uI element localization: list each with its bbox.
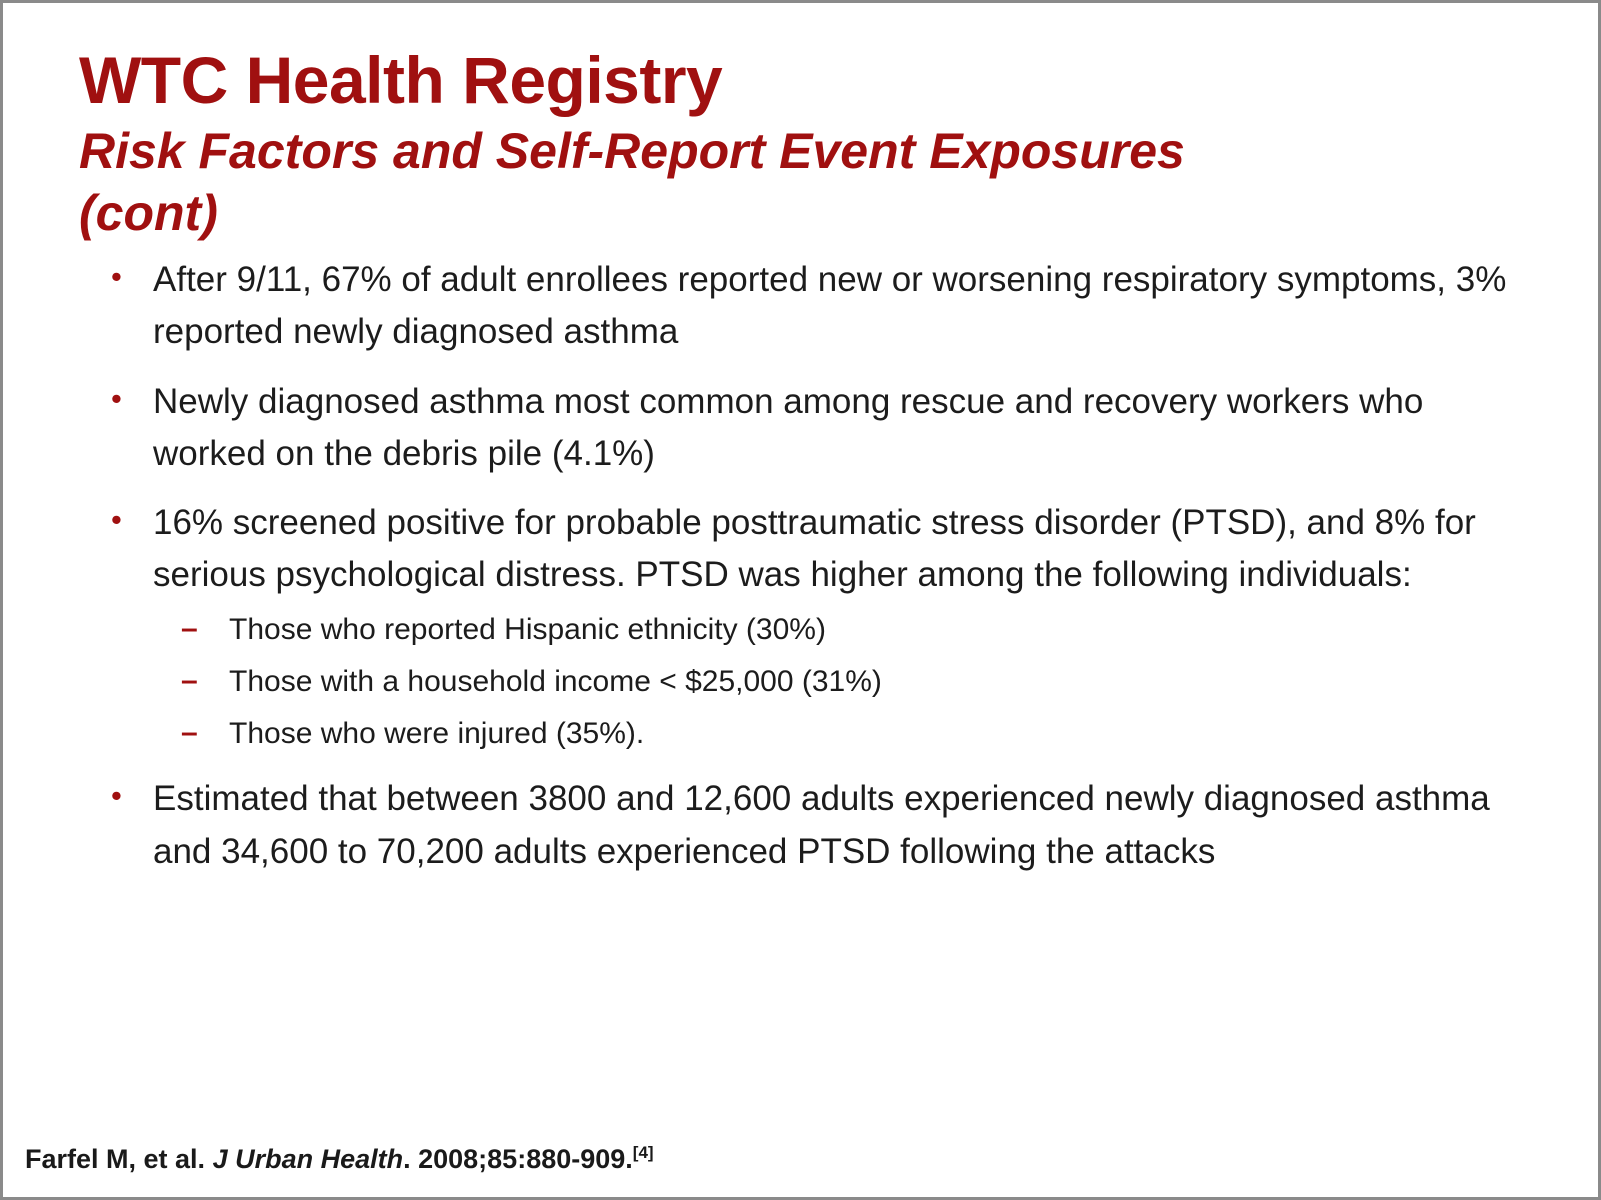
citation-authors: Farfel M, et al.	[25, 1144, 213, 1174]
citation-reference: [4]	[632, 1143, 654, 1162]
bullet-marker-icon: •	[111, 259, 122, 295]
sub-list-item	[153, 608, 1538, 652]
citation-details: . 2008;85:880-909.	[403, 1144, 633, 1174]
bullet-marker-icon: •	[111, 380, 122, 416]
dash-marker-icon: –	[181, 612, 198, 646]
bullet-list	[99, 254, 1538, 877]
body-block	[3, 244, 1598, 877]
list-item	[99, 497, 1538, 757]
list-item-text: Newly diagnosed asthma most common among rescue and recovery workers who worked on the debris pile (4.1%)	[153, 381, 1424, 473]
sub-list-item-text: Those who reported Hispanic ethnicity (30%)	[229, 613, 826, 647]
sub-list-item-text: Those with a household income < $25,000 (31%)	[229, 665, 882, 699]
list-item-text: 16% screened positive for probable posttraumatic stress disorder (PTSD), and 8% for serious psychological distress. PTSD was higher among the following individuals:	[153, 502, 1476, 595]
sub-list-item-text: Those who were injured (35%).	[229, 717, 645, 751]
list-item	[99, 254, 1538, 358]
bullet-marker-icon: •	[111, 501, 122, 537]
list-item	[99, 376, 1538, 480]
dash-marker-icon: –	[181, 716, 198, 750]
title-block	[3, 3, 1598, 244]
list-item-text: After 9/11, 67% of adult enrollees reported new or worsening respiratory symptoms, 3% reported newly diagnosed asthma	[153, 260, 1507, 352]
citation-journal: J Urban Health	[212, 1144, 404, 1174]
list-item-text: Estimated that between 3800 and 12,600 adults experienced newly diagnosed asthma and 34,600 to 70,200 adults experienced PTSD following the attacks	[153, 779, 1490, 871]
dash-marker-icon: –	[181, 664, 198, 698]
sub-list-item	[153, 660, 1538, 704]
page-subtitle: Risk Factors and Self-Report Event Exposures (cont)	[79, 123, 1185, 242]
bullet-marker-icon: •	[111, 778, 122, 814]
page-title: WTC Health Registry	[79, 43, 723, 117]
list-item	[99, 773, 1538, 877]
citation	[25, 1143, 654, 1175]
sub-bullet-list	[153, 608, 1538, 756]
sub-list-item	[153, 712, 1538, 756]
